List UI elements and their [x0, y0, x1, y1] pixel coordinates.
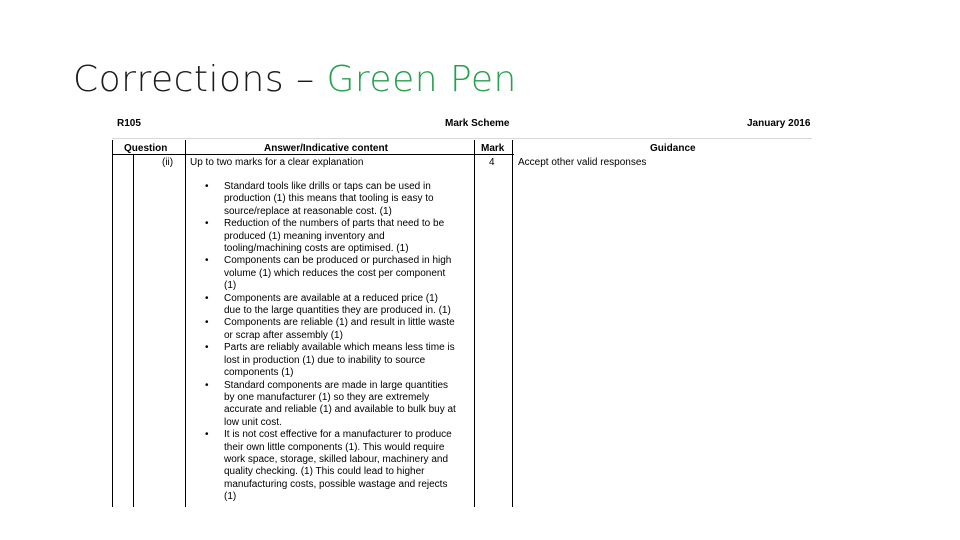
answer-bullet-item [202, 429, 472, 503]
bullet-line: volume (1) which reduces the cost per component [224, 267, 446, 279]
bullet-line: (1) [224, 280, 237, 292]
bullet-line: accurate and reliable (1) and available to bulk buy at [224, 404, 456, 416]
answer-bullet-list [202, 181, 472, 504]
bullet-line: Standard tools like drills or taps can be used in [224, 181, 431, 192]
question-divider [133, 154, 134, 507]
bullet-line: produced (1) meaning inventory and [224, 230, 385, 242]
bullet-line: manufacturing costs, possible wastage and rejects [224, 478, 448, 490]
doc-date: January 2016 [747, 118, 811, 129]
bullet-line: tooling/machining costs are optimised. (1) [224, 243, 409, 255]
mark-column-line [474, 140, 475, 507]
bullet-dot: • [205, 342, 209, 354]
bullet-line: Components are reliable (1) and result in little waste [224, 317, 455, 329]
slide-title-main: Corrections – [73, 59, 327, 100]
doc-title: Mark Scheme [445, 118, 510, 129]
answer-column-line [185, 140, 186, 507]
bullet-dot: • [205, 379, 209, 391]
answer-bullet-item [202, 181, 472, 218]
col-question: Question [124, 143, 168, 154]
bullet-line: quality checking. (1) This could lead to higher [224, 466, 425, 478]
bullet-dot: • [205, 181, 209, 192]
bullet-line: It is not cost effective for a manufacturer to produce [224, 429, 452, 441]
answer-bullet-item [202, 293, 472, 318]
mark-value: 4 [489, 157, 495, 168]
slide-title-accent: Green Pen [326, 59, 517, 100]
bullet-line: Components can be produced or purchased in high [224, 255, 452, 267]
guidance-column-line [512, 140, 513, 507]
bullet-line: Parts are reliably available which means less time is [224, 342, 455, 354]
bullet-line: low unit cost. [224, 416, 282, 428]
answer-bullet-item [202, 380, 472, 430]
answer-bullet-item [202, 317, 472, 342]
bullet-line: components (1) [224, 367, 294, 379]
bullet-line: by one manufacturer (1) so they are extremely [224, 391, 430, 403]
bullet-line: source/replace at reasonable cost. (1) [224, 205, 392, 217]
col-guidance: Guidance [650, 143, 696, 154]
bullet-dot: • [205, 429, 209, 441]
answer-intro: Up to two marks for a clear explanation [190, 157, 364, 168]
bullet-dot: • [205, 255, 209, 267]
header-rule [112, 138, 812, 139]
answer-bullet-item [202, 342, 472, 379]
answer-bullet-item [202, 218, 472, 255]
bullet-line: Components are available at a reduced price (1) [224, 292, 439, 304]
bullet-dot: • [205, 218, 209, 230]
guidance-text: Accept other valid responses [518, 157, 647, 168]
bullet-dot: • [205, 317, 209, 329]
bullet-line: production (1) this means that tooling is easy to [224, 193, 434, 205]
doc-code: R105 [117, 118, 141, 129]
col-mark: Mark [481, 143, 505, 154]
bullet-line: (1) [224, 491, 237, 503]
bullet-line: their own little components (1). This would require [224, 441, 445, 453]
bullet-line: due to the large quantities they are produced in. (1) [224, 305, 451, 317]
question-part: (ii) [162, 157, 174, 168]
bullet-line: or scrap after assembly (1) [224, 329, 343, 341]
column-header-rule [112, 154, 514, 155]
col-answer: Answer/Indicative content [264, 143, 388, 154]
bullet-line: Reduction of the numbers of parts that need to be [224, 218, 445, 230]
bullet-line: work space, storage, skilled labour, machinery and [224, 453, 449, 465]
bullet-dot: • [205, 292, 209, 304]
table-border-left [112, 140, 113, 507]
answer-bullet-item [202, 255, 472, 292]
bullet-line: Standard components are made in large quantities [224, 379, 449, 391]
bullet-line: lost in production (1) due to inability to source [224, 354, 426, 366]
